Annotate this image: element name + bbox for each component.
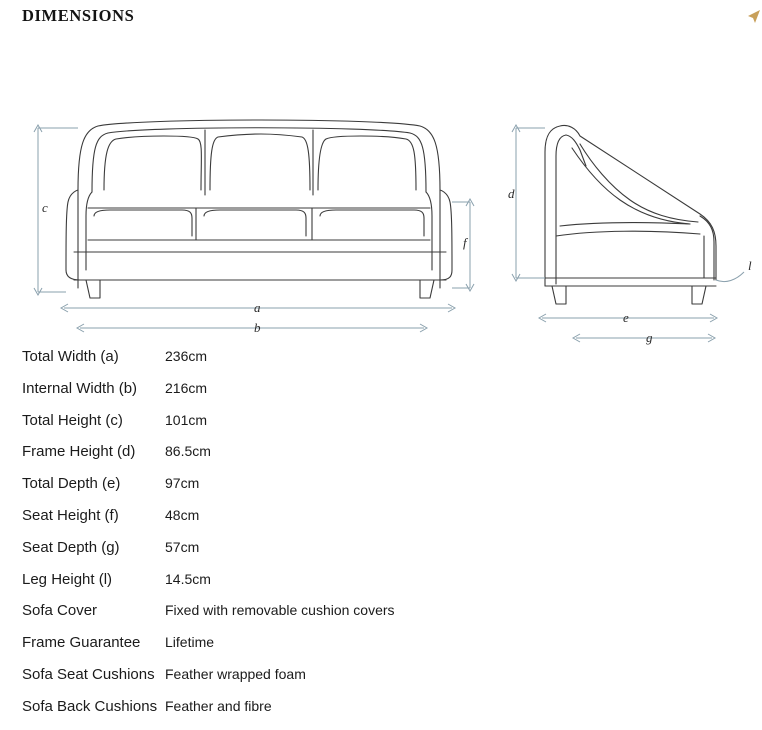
table-row xyxy=(0,412,762,444)
spec-label: Sofa Cover xyxy=(22,602,98,620)
table-row xyxy=(0,539,762,571)
spec-value: Feather and fibre xyxy=(165,697,272,714)
table-row xyxy=(0,634,762,666)
corner-arrow-icon xyxy=(740,8,762,30)
spec-label: Leg Height (l) xyxy=(22,570,113,588)
label-c: c xyxy=(42,200,48,215)
spec-value: 216cm xyxy=(165,379,208,396)
spec-value: Lifetime xyxy=(165,634,215,651)
spec-label: Frame Height (d) xyxy=(22,443,136,461)
spec-value: 101cm xyxy=(165,411,208,428)
spec-label: Total Height (c) xyxy=(22,411,123,429)
label-e: e xyxy=(623,310,629,325)
label-d: d xyxy=(508,186,515,201)
table-row xyxy=(0,475,762,507)
table-row xyxy=(0,507,762,539)
spec-value: 86.5cm xyxy=(165,443,211,460)
spec-value: Feather wrapped foam xyxy=(165,665,306,682)
spec-label: Sofa Seat Cushions xyxy=(22,665,155,683)
label-g: g xyxy=(646,330,653,345)
spec-value: 48cm xyxy=(165,506,200,523)
table-row xyxy=(0,666,762,698)
spec-value: 236cm xyxy=(165,348,208,364)
spec-label: Seat Depth (g) xyxy=(22,538,120,556)
table-row xyxy=(0,443,762,475)
spec-label: Total Width (a) xyxy=(22,348,119,365)
spec-label: Total Depth (e) xyxy=(22,475,121,493)
table-row xyxy=(0,602,762,634)
spec-label: Sofa Back Cushions xyxy=(22,697,158,715)
specifications-table xyxy=(0,348,762,730)
spec-label: Internal Width (b) xyxy=(22,379,138,397)
table-row xyxy=(0,380,762,412)
page-title: DIMENSIONS xyxy=(22,6,135,25)
table-row xyxy=(0,348,762,380)
table-row xyxy=(0,698,762,730)
spec-label: Seat Height (f) xyxy=(22,506,119,524)
spec-value: 14.5cm xyxy=(165,570,211,587)
label-f: f xyxy=(463,235,467,250)
spec-label: Frame Guarantee xyxy=(22,634,141,652)
spec-value: 97cm xyxy=(165,475,200,492)
label-l: l xyxy=(748,258,752,273)
spec-value: 57cm xyxy=(165,538,200,555)
table-row xyxy=(0,571,762,603)
label-a: a xyxy=(254,300,261,315)
label-b: b xyxy=(254,320,261,335)
spec-value: Fixed with removable cushion covers xyxy=(165,602,395,619)
sofa-dimension-diagram xyxy=(0,40,762,345)
